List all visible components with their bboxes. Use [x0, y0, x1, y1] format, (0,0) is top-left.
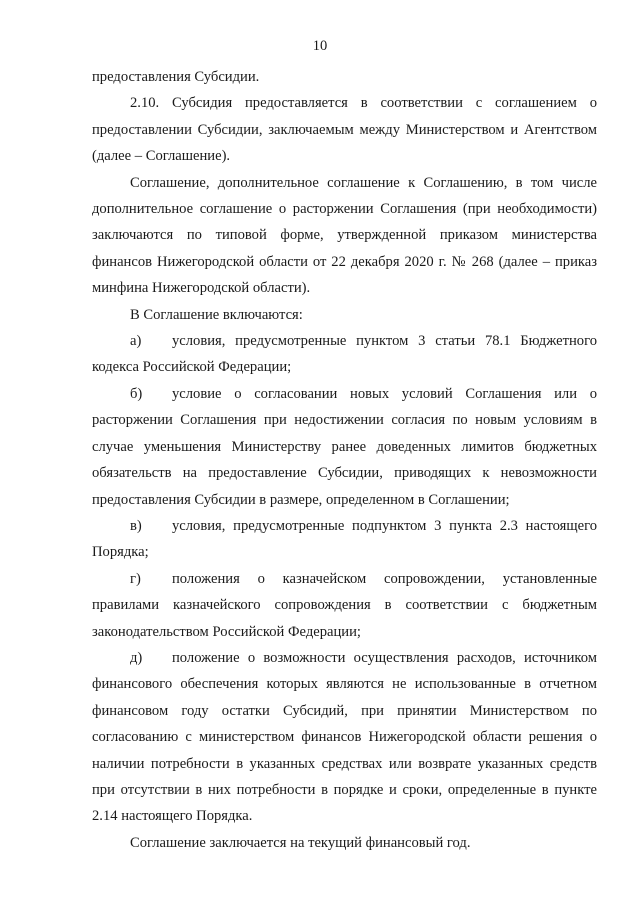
list-item-text: условия, предусмотренные пунктом 3 статьи 78.1 Бюджетного кодекса Российской Федерации; [92, 333, 597, 376]
list-item-text: положения о казначейском сопровождении, установленные правилами казначейского сопровождения в соответствии с бюджетным законодательством Российской Федерации; [92, 570, 597, 640]
list-item-d [92, 645, 597, 830]
page-number: 10 [312, 38, 328, 54]
paragraph-2-10: 2.10. Субсидия предоставляется в соответствии с соглашением о предоставлении Субсидии, заключаемым между Министерством и Агентством (далее – Соглашение). [92, 95, 597, 165]
list-item-a [92, 328, 597, 381]
document-body [92, 64, 597, 856]
list-marker: г) [130, 570, 141, 587]
list-item-g [92, 566, 597, 645]
list-marker: д) [130, 649, 143, 666]
paragraph-agreement-form: Соглашение, дополнительное соглашение к Соглашению, в том числе дополнительное соглашение о расторжении Соглашения (при необходимости) заключаются по типовой форме, утвержденной приказом министерства финансов Нижегородской области от 22 декабря 2020 г. № 268 (далее – приказ минфина Нижегородской области). [92, 174, 597, 297]
list-marker: в) [130, 517, 142, 534]
list-item-v [92, 513, 597, 566]
list-item-text: условие о согласовании новых условий Соглашения или о расторжении Соглашения при недостижении согласия по новым условиям в случае уменьшения Министерству ранее доведенных лимитов бюджетных обязательств на предоставление Субсидии, приводящих к невозможности предоставления Субсидии в размере, определенном в Соглашении; [92, 385, 597, 508]
list-marker: а) [130, 333, 142, 350]
paragraph-agreement-term: Соглашение заключается на текущий финансовый год. [130, 834, 471, 851]
list-item-text: положение о возможности осуществления расходов, источником финансового обеспечения которых являются не использованные в отчетном финансовом году остатки Субсидий, при принятии Министерством по согласованию с министерством финансов Нижегородской области решения о наличии потребности в указанных средствах или возврате указанных средств при отсутствии в них потребности в порядке и сроки, определенные в пункте 2.14 настоящего Порядка. [92, 649, 597, 825]
paragraph-agreement-includes: В Соглашение включаются: [130, 306, 303, 323]
list-marker: б) [130, 385, 143, 402]
list-item-b [92, 381, 597, 513]
list-item-text: условия, предусмотренные подпунктом 3 пункта 2.3 настоящего Порядка; [92, 517, 597, 561]
paragraph-continuation: предоставления Субсидии. [92, 69, 260, 85]
